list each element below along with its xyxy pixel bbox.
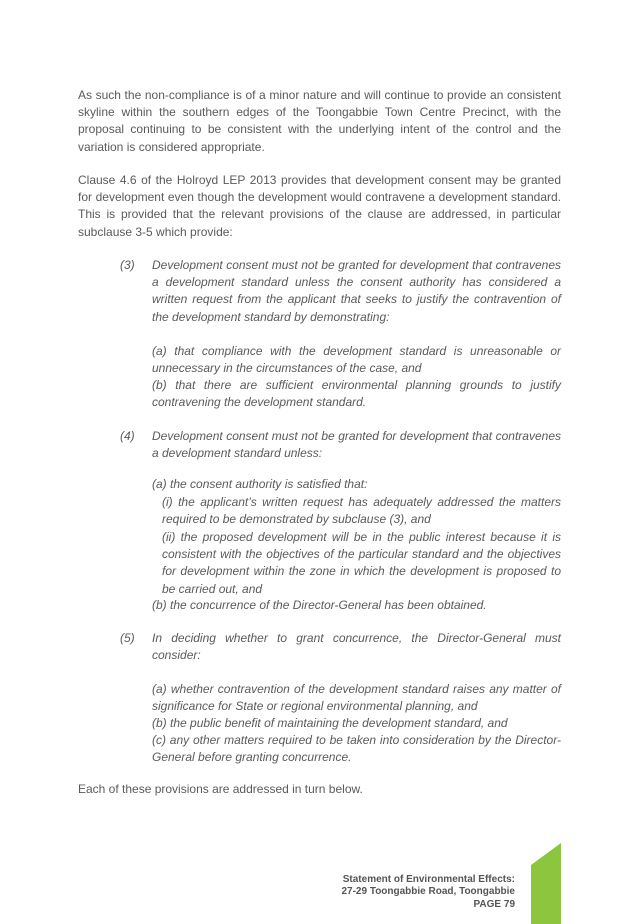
footer-address: 27-29 Toongabbie Road, Toongabbie: [341, 886, 515, 898]
clause-4-item-a: (a) the consent authority is satisfied that:: [152, 477, 368, 491]
clause-5-item-c: (c) any other matters required to be taken into consideration by the Director-General before granting concurrence.: [152, 733, 561, 765]
clause-4-item-b: (b) the concurrence of the Director-General has been obtained.: [152, 598, 487, 612]
paragraph-clause-4-6: Clause 4.6 of the Holroyd LEP 2013 provides that development consent may be granted for development even though the development would contravene a development standard. This is provided that the relevant provisions of the clause are addressed, in particular subclause 3-5 which provide:: [78, 173, 561, 239]
footer-page-number: PAGE 79: [473, 898, 515, 910]
clause-3-text: Development consent must not be granted for development that contravenes a development standard unless the consent authority has considered a written request from the applicant that seeks to justify the contravention of the development standard by demonstrating:: [152, 258, 561, 324]
clause-4-text: Development consent must not be granted for development that contravenes a development standard unless:: [152, 429, 561, 461]
clause-5-number: (5): [120, 631, 135, 645]
clause-3-item-a: (a) that compliance with the development standard is unreasonable or unnecessary in the circumstances of the case, and: [152, 344, 561, 376]
clause-4-number: (4): [120, 429, 135, 443]
paragraph-noncompliance: As such the non-compliance is of a minor nature and will continue to provide an consistent skyline within the southern edges of the Toongabbie Town Centre Precinct, with the proposal continuing to be consistent with the underlying intent of the control and the variation is considered appropriate.: [78, 88, 561, 154]
clause-3-item-b: (b) that there are sufficient environmental planning grounds to justify contravening the development standard.: [152, 378, 561, 410]
clause-3-number: (3): [120, 258, 135, 272]
clause-4-item-a-ii: (ii) the proposed development will be in the public interest because it is consistent with the objectives of the particular standard and the objectives for development within the zone in which the development is proposed to be carried out, and: [162, 530, 561, 596]
page-footer: [341, 874, 515, 911]
clause-5-text: In deciding whether to grant concurrence, the Director-General must consider:: [152, 631, 561, 663]
footer-document-title: Statement of Environmental Effects:: [342, 874, 515, 885]
clause-4-item-a-i: (i) the applicant’s written request has adequately addressed the matters required to be demonstrated by subclause (3), and: [162, 495, 561, 527]
clause-5-item-a: (a) whether contravention of the development standard raises any matter of significance for State or regional environmental planning, and: [152, 682, 561, 714]
green-corner-tab: [531, 843, 561, 924]
paragraph-closing: Each of these provisions are addressed in turn below.: [78, 782, 363, 796]
clause-5-item-b: (b) the public benefit of maintaining the development standard, and: [152, 716, 508, 730]
